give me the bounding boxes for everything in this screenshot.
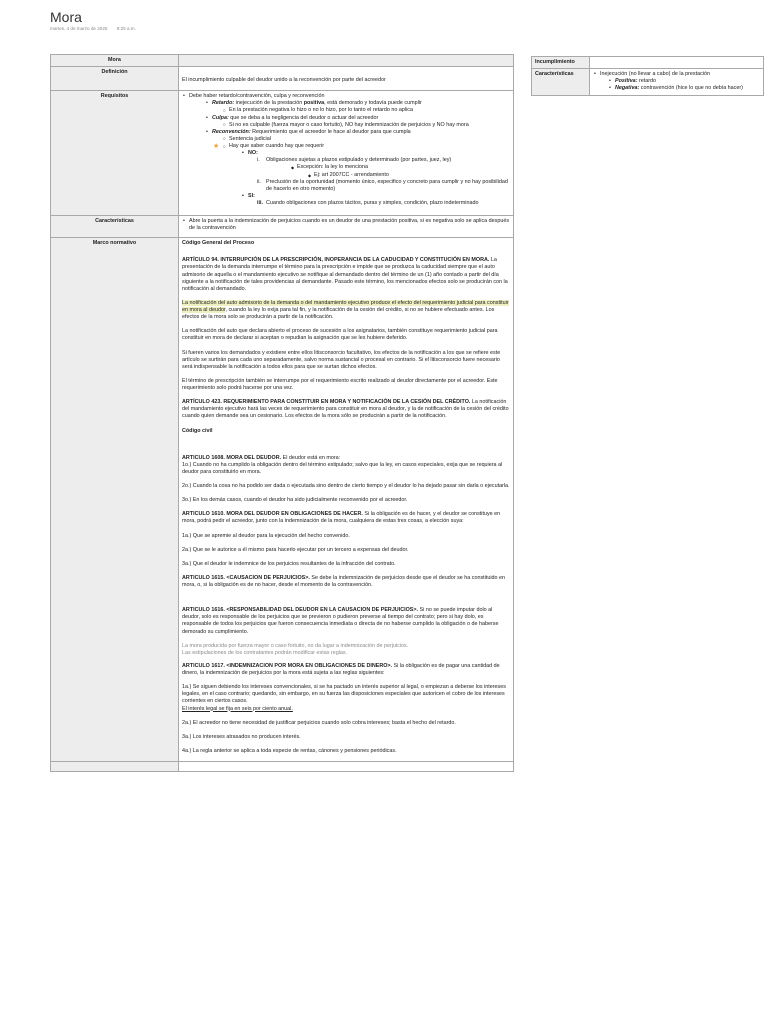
table-row	[51, 55, 514, 67]
cgp-title: Código General del Proceso	[182, 240, 255, 247]
reconvencion-sub2: Hay que saber cuando hay que requerir	[229, 143, 324, 149]
art1610-1: 1a.) Que se apremie al deudor para la ejecución del hecho convenido.	[182, 532, 350, 539]
table-row	[532, 57, 764, 69]
list-item	[307, 172, 510, 179]
empty-value-cell	[179, 762, 514, 772]
art1610-2: 2a.) Que se le autorice a él mismo para hacerlo ejecutar por un tercero a expensas del deudor.	[182, 546, 409, 553]
art1616-grey2: Las estipulaciones de los contratantes podrán modificar estas reglas.	[182, 649, 348, 656]
art1615-text: Se debe la indemnización de perjuicios desde que el deudor se ha constituido en mora, o, si la obligación es de no hacer, desde el momento de la contravención.	[182, 574, 506, 588]
roman-iii: iii.	[257, 200, 263, 206]
list-item	[182, 218, 510, 232]
list-item	[241, 150, 510, 157]
art94-p5: El término de prescripción también se interrumpe por el requerimiento escrito realizado al deudor directamente por el acreedor. Este requerimiento solo podrá hacerse por una vez.	[182, 377, 498, 391]
positiva-label: Positiva:	[615, 78, 638, 85]
marco-cell	[179, 238, 514, 762]
requisitos-intro: Debe haber retardo/contravención, culpa y reconvención	[189, 93, 325, 100]
table-row	[51, 762, 514, 772]
page-title: Mora	[50, 9, 82, 25]
list-item	[182, 93, 510, 207]
caracteristicas-cell	[179, 216, 514, 238]
retardo-text-b: , está demorado y todavía puede cumplir	[324, 100, 422, 107]
no-label: NO:	[248, 150, 258, 157]
culpa-text: que se deba a la negligencia del deudor o actuar del acreedor	[228, 114, 379, 121]
side-caracteristicas-label: Características	[532, 69, 590, 95]
art1617-title: ARTICULO 1617. <INDEMNIZACION POR MORA EN OBLIGACIONES DE DINERO>.	[182, 662, 393, 669]
si-label: SI:	[248, 192, 255, 199]
art423-title: ARTÍCULO 423. REQUERIMIENTO PARA CONSTITUIR EN MORA Y NOTIFICACIÓN DE LA CESIÓN DEL CRÉDITO.	[182, 399, 471, 406]
requisitos-cell	[179, 91, 514, 216]
cc-title: Código civil	[182, 427, 213, 434]
side-item1: Inejecución (no llevar a cabo) de la prestación	[600, 71, 710, 78]
side-caracteristicas-cell	[590, 69, 764, 95]
definicion-text: El incumplimiento culpable del deudor unido a la reconvención por parte del acreedor	[182, 77, 386, 84]
art1608-1: 1o.) Cuando no ha cumplido la obligación dentro del término estipulado; salvo que la ley, en casos especiales, exija que se requiera al deudor para constituirlo en mora.	[182, 461, 503, 475]
table-row	[532, 69, 764, 95]
retardo-text-a: inejecución de la prestación	[234, 100, 304, 107]
art1608-text: El deudor está en mora:	[281, 454, 341, 461]
roman-i: i.	[257, 157, 260, 164]
art94-highlight: La notificación del auto admisorio de la demanda o del mandamiento ejecutivo produce el efecto del requerimiento judicial para constituir en mora al deudor	[182, 299, 509, 313]
list-item	[259, 179, 510, 193]
list-item	[593, 71, 760, 92]
mora-header-empty	[179, 55, 514, 67]
art1610-title: ARTICULO 1610. MORA DEL DEUDOR EN OBLIGACIONES DE HACER.	[182, 511, 363, 518]
retardo-sub: En la prestación negativa lo hizo o no lo hizo, por lo tanto el retardo no aplica	[229, 107, 413, 114]
table-row	[51, 238, 514, 762]
page-date	[50, 26, 144, 31]
list-item	[290, 164, 510, 178]
item-iii-text: Cuando obligaciones con plazos tácitos, puras y simples, condición, plazo indeterminado	[266, 200, 479, 206]
art94-p4: Si fueren varios los demandados y existiere entre ellos litisconsorcio facultativo, los efectos de la notificación a los que se refiere este artículo se surtirán para cada uno separadamente, salvo norma sustancial o procesal en contrario. Si el litisconsorcio fuere necesario será indispensable la notificación a todos ellos para que se surtan dichos efectos.	[182, 349, 501, 370]
art1617-text: Si la obligación es de pagar una cantidad de dinero, la indemnización de perjuicios por la mora está sujeta a las reglas siguientes:	[182, 662, 500, 676]
art1610-3: 3a.) Que el deudor le indemnice de los perjuicios resultantes de la infracción del contrato.	[182, 560, 396, 567]
negativa-text: contravención (hice lo que no debía hacer)	[639, 85, 743, 92]
mora-header-cell: Mora	[51, 55, 179, 67]
empty-key-cell	[51, 762, 179, 772]
item-i-text: Obligaciones sujetas a plazos estipulado y determinado (por partes, juez, ley)	[266, 157, 452, 164]
list-item	[205, 129, 510, 207]
art1610-text: Si la obligación es de hacer, y el deudor se constituye en mora, podrá pedir el acreedor, junto con la indemnización de la mora, cualquiera de estas tres cosas, a elección suya:	[182, 511, 501, 525]
excepcion-text: Excepción: la ley lo menciona	[297, 164, 369, 171]
art1608-2: 2o.) Cuando la cosa no ha podido ser dada o ejecutada sino dentro de cierto tiempo y el deudor lo ha dejado pasar sin darla o ejecutarla.	[182, 483, 510, 489]
list-item	[213, 143, 510, 207]
incumplimiento-header-empty	[590, 57, 764, 69]
list-item	[205, 100, 510, 114]
culpa-label: Culpa:	[212, 114, 229, 121]
art1617-4: 4a.) La regla anterior se aplica a toda especie de rentas, cánones y pensiones periódicas.	[182, 747, 397, 754]
culpa-sub: Si no es culpable (fuerza mayor o caso fortuito), NO hay indemnización de perjuicios y NO hay mora	[229, 121, 469, 128]
reconvencion-text: Requerimiento que el acreedor le hace al deudor para que cumpla	[250, 128, 411, 135]
table-row	[51, 67, 514, 91]
positiva-text: retardo	[637, 78, 657, 85]
retardo-bold: positiva	[303, 100, 325, 107]
table-row	[51, 91, 514, 216]
list-item	[259, 200, 510, 207]
art1617-3: 3a.) Los intereses atrasados no producen interés.	[182, 733, 301, 740]
star-icon: ○ ★	[213, 143, 220, 150]
art1608-title: ARTICULO 1608. MORA DEL DEUDOR.	[182, 454, 282, 461]
art1615-title: ARTICULO 1615. <CAUSACION DE PERJUICIOS>.	[182, 574, 310, 581]
roman-ii: ii.	[257, 178, 261, 185]
art1608-3: 3o.) En los demás casos, cuando el deudor ha sido judicialmente reconvenido por el acreedor.	[182, 497, 408, 504]
art94-title: ARTÍCULO 94. INTERRUPCIÓN DE LA PRESCRIPCIÓN, INOPERANCIA DE LA CADUCIDAD Y CONSTITUCIÓN EN MORA.	[182, 257, 490, 264]
caracteristicas-label: Características	[51, 216, 179, 238]
mora-table	[50, 54, 514, 772]
art1617-1: 1a.) Se siguen debiendo los intereses convencionales, si se ha pactado un interés superior al legal, o empiezan a deberse los intereses legales, en el caso contrario; quedando, sin embargo, en su fuerza las disposiciones especiales que autoricen el cobro de los intereses corrientes en ciertos casos.	[182, 684, 506, 705]
requisitos-label: Requisitos	[51, 91, 179, 216]
art94-p3: La notificación del auto que declara abierto el proceso de sucesión a los asignatarios, también constituye requerimiento judicial para constituir en mora de declarar si aceptan o repudian la asignación que se les hubiere deferido.	[182, 328, 498, 342]
art1616-title: ARTICULO 1616. <RESPONSABILIDAD DEL DEUDOR EN LA CAUSACION DE PERJUICIOS>.	[182, 607, 419, 614]
item-ii-text: Preclusión de la oportunidad (momento único, especifico y concreto para cumplir y no hay posibilidad de hacerlo en otro momento)	[266, 178, 508, 192]
caracteristicas-text: Abre la puerta a la indemnización de perjuicios cuando es un deudor de una prestación positiva, si es negativa solo se aplica después de la contravención	[189, 218, 510, 232]
reconvencion-sub1: Sentencia judicial	[229, 135, 271, 142]
list-item	[222, 136, 510, 143]
page-date-time: 9:25 a.m.	[116, 26, 136, 31]
ejemplo-text: Ej: art 2007CC - arrendamiento	[314, 171, 389, 178]
art423-text: La notificación del mandamiento ejecutivo hará las veces de requerimiento para constituir en mora al deudor, y la de notificación de la cesión del crédito cuando quien demande sea un cesionario. Los efectos de la mora sólo se producirán a partir de la notificación.	[182, 399, 509, 420]
table-row	[51, 216, 514, 238]
incumplimiento-table	[531, 56, 764, 96]
list-item	[241, 193, 510, 200]
list-item	[608, 85, 760, 92]
art1617-2: 2a.) El acreedor no tiene necesidad de justificar perjuicios cuando solo cobra intereses; basta el hecho del retardo.	[182, 719, 456, 726]
definicion-label: Definición	[51, 67, 179, 91]
retardo-label: Retardo:	[212, 100, 235, 107]
list-item	[608, 78, 760, 85]
art94-p2-rest: , cuando la ley lo exija para tal fin, y la notificación de la cesión del crédito, si no se hubiere efectuado antes. Los efectos de la mora solo se producirán a partir de la notificación.	[182, 307, 495, 321]
list-item	[222, 122, 510, 129]
art94-text: La presentación de la demanda interrumpe el término para la prescripción e impide que se produzca la caducidad siempre que el auto admisorio de aquella o el mandamiento ejecutivo se notifique al demandado dentro del término de un (1) año contado a partir del día siguiente a la notificación de tales providencias al demandante. Pasado este término, los mencionados efectos solo se producirán con la notificación al demandado.	[182, 257, 508, 292]
negativa-label: Negativa:	[615, 85, 640, 92]
art1617-1-underlined: El interés legal se fija en seis por ciento anual.	[182, 705, 293, 712]
reconvencion-label: Reconvención:	[212, 128, 251, 135]
list-item	[222, 107, 510, 114]
art1616-grey1: La mora producida por fuerza mayor o caso fortuito, no da lugar a indemnización de perjuicios.	[182, 642, 409, 649]
incumplimiento-header: Incumplimiento	[532, 57, 590, 69]
definicion-cell	[179, 67, 514, 91]
page-date-day: martes, 4 de marzo de 2025	[50, 26, 108, 31]
list-item	[205, 115, 510, 129]
art1616-text: Si no se puede imputar dolo al deudor, solo es responsable de los perjuicios que se previeron o pudieron preverse al tiempo del contrato; pero si hay dolo, es responsable de todos los perjuicios que fueron consecuencia inmediata o directa de no haberse cumplido la obligación o de haberse demorado su cumplimiento.	[182, 607, 499, 635]
list-item	[259, 157, 510, 178]
marco-label: Marco normativo	[51, 238, 179, 762]
